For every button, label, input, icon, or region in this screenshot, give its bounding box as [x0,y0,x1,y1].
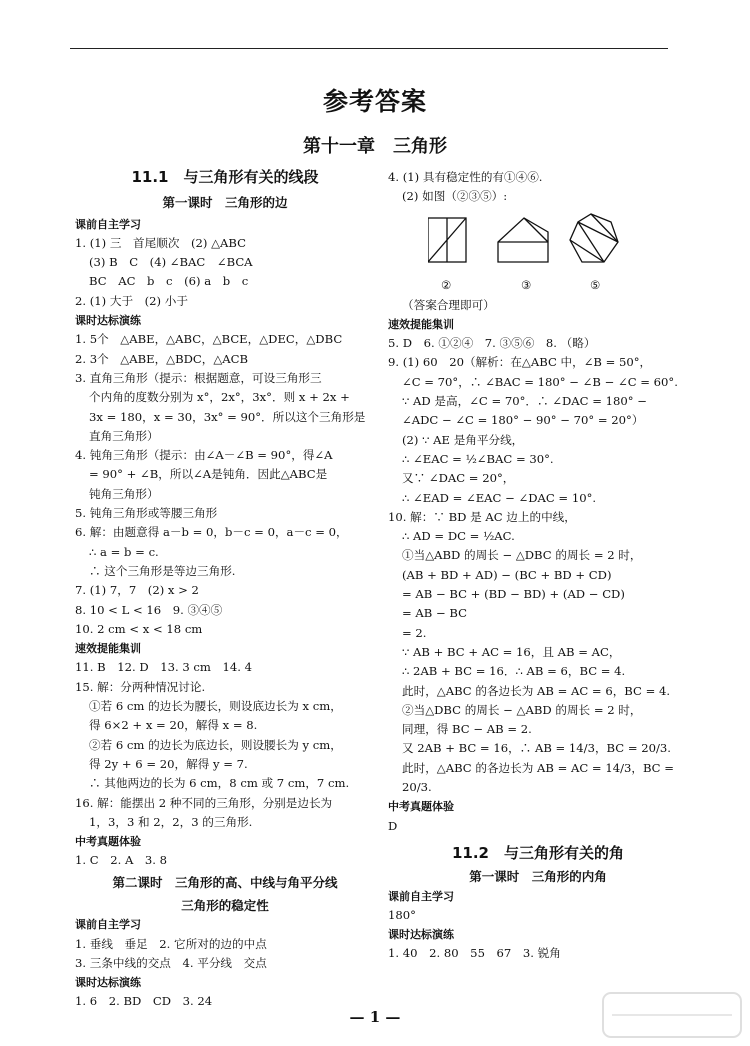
subsection-heading: 速效提能集训 [388,317,454,331]
triangle-figures [388,210,688,272]
answer-line: 15. 解：分两种情况讨论. [75,679,206,694]
answer-line: 1. 5个 △ABE，△ABC，△BCE，△DEC，△DBC [75,332,343,347]
answer-line: 4. 钝角三角形（提示：由∠A－∠B = 90°，得∠A [75,448,333,463]
figures-svg [428,210,628,270]
answer-line: 5. D 6. ①②④ 7. ③⑤⑥ 8. （略） [388,336,596,351]
answer-line: 10. 解：∵ BD 是 AC 边上的中线， [388,509,576,524]
answer-line: 1，3，3 和 2，2，3 的三角形. [89,814,253,829]
answer-line: 1. 垂线 垂足 2. 它所对的边的中点 [75,936,267,951]
answer-line: 又 2AB + BC = 16，∴ AB = 14/3，BC = 20/3. [402,741,671,756]
answer-line: 同理，得 BC − AB = 2. [402,722,532,737]
answer-line: (2) ∵ AE 是角平分线， [402,432,524,447]
right-column [388,168,688,964]
answer-line: ∴ AD = DC = ½AC. [402,529,515,544]
pentagon-figure [498,218,548,262]
subsection-heading: 课前自主学习 [75,918,141,932]
page-number: — 1 — [349,1008,401,1026]
answer-line: 又∵ ∠DAC = 20°， [402,471,515,486]
answer-line: BC AC b c (6) a b c [89,274,249,289]
answer-line: ①当△ABD 的周长 − △DBC 的周长 = 2 时， [402,548,642,563]
subsection-heading: 课时达标演练 [388,928,454,942]
answer-line: 3x = 180，x = 30，3x° = 90°．所以这个三角形是 [89,409,366,424]
answer-line: 2. (1) 大于 (2) 小于 [75,293,188,308]
answer-line: 2. 3个 △ABE，△BDC，△ACB [75,351,249,366]
figure-label: ⑤ [590,277,601,292]
lesson-heading: 第一课时 三角形的内角 [469,869,607,885]
answer-line: 10. 2 cm < x < 18 cm [75,621,203,636]
answer-line: 3. 三条中线的交点 4. 平分线 交点 [75,955,267,970]
answer-line: 1. 40 2. 80 55 67 3. 锐角 [388,946,561,961]
answer-line: 180° [388,907,416,922]
answer-line: 得 6×2 + x = 20，解得 x = 8. [89,718,258,733]
answer-line: 20/3. [402,780,432,795]
top-rule [70,48,668,49]
answer-line: ∴ a = b = c. [89,544,159,559]
answer-line: 5. 钝角三角形或等腰三角形 [75,506,218,521]
answer-line: = 90° + ∠B，所以∠A是钝角．因此△ABC是 [89,467,328,482]
answer-line: ∠ADC − ∠C = 180° − 90° − 70° = 20°） [402,413,644,428]
figure-label: ② [441,277,452,292]
answer-line: 此时，△ABC 的各边长为 AB = AC = 6，BC = 4. [402,683,671,698]
figure-label: ③ [521,277,532,292]
lesson-heading: 第一课时 三角形的边 [162,195,288,211]
answer-line: 钝角三角形） [89,486,159,501]
answer-line: 8. 10 < L < 16 9. ③④⑤ [75,602,223,617]
answer-line: ∴ 2AB + BC = 16．∴ AB = 6，BC = 4. [402,664,626,679]
left-column [75,168,375,1012]
answer-line: 此时，△ABC 的各边长为 AB = AC = 14/3，BC = [402,760,674,775]
subsection-heading: 课时达标演练 [75,976,141,990]
answer-line: 1. 6 2. BD CD 3. 24 [75,994,213,1009]
answer-line: 9. (1) 60 20（解析：在△ABC 中，∠B = 50°， [388,355,652,370]
lesson-heading: 第二课时 三角形的高、中线与角平分线 [112,874,338,890]
subsection-heading: 课时达标演练 [75,314,141,328]
answer-line: 得 2y + 6 = 20，解得 y = 7. [89,756,248,771]
answer-line: ∴ ∠EAD = ∠EAC − ∠DAC = 10°. [402,490,597,505]
subsection-heading: 中考真题体验 [75,835,141,849]
figure-labels [388,276,688,296]
subsection-heading: 课前自主学习 [75,217,141,231]
heptagon-brace [570,240,604,262]
answer-line: 11. B 12. D 13. 3 cm 14. 4 [75,660,253,675]
answer-line: (AB + BD + AD) − (BC + BD + CD) [402,567,612,582]
answer-line: 4. (1) 具有稳定性的有①④⑥. [388,170,543,184]
answer-line: 个内角的度数分别为 x°，2x°，3x°．则 x + 2x + [89,390,350,405]
subsection-heading: 课前自主学习 [388,889,454,903]
section-heading: 11.1 与三角形有关的线段 [131,168,319,186]
answer-line: ①若 6 cm 的边长为腰长，则设底边长为 x cm， [89,699,342,714]
answer-line: 1. (1) 三 首尾顺次 (2) △ABC [75,235,247,250]
answer-line: 6. 解：由题意得 a－b = 0，b－c = 0，a－c = 0， [75,525,348,540]
subsection-heading: 中考真题体验 [388,800,454,814]
page-title: 参考答案 [322,87,427,116]
answer-line: 直角三角形） [89,428,159,443]
heptagon-brace [591,214,618,242]
answer-line: ∴ ∠EAC = ½∠BAC = 30°. [402,451,554,466]
answer-line: D [388,818,398,833]
answer-line: （答案合理即可） [402,297,495,312]
answer-line: (3) B C (4) ∠BAC ∠BCA [89,255,253,270]
answer-line: ②当△DBC 的周长 − △ABD 的周长 = 2 时， [402,702,642,717]
answer-line: ∴ 其他两边的长为 6 cm，8 cm 或 7 cm，7 cm. [89,776,350,791]
answer-line: ∠C = 70°，∴ ∠BAC = 180° − ∠B − ∠C = 60°. [402,374,678,389]
watermark-logo [602,992,742,1038]
answer-line: = AB − BC + (BD − BD) + (AD − CD) [402,587,625,602]
answer-line: 16. 解：能摆出 2 种不同的三角形，分别是边长为 [75,795,333,810]
answer-line: ②若 6 cm 的边长为底边长，则设腰长为 y cm， [89,737,342,752]
answer-line: = 2. [402,625,427,640]
answer-line: 3. 直角三角形（提示：根据题意，可设三角形三 [75,370,322,385]
answer-line: = AB − BC [402,606,467,621]
chapter-title: 第十一章 三角形 [303,136,447,157]
subsection-heading: 速效提能集训 [75,642,141,656]
section-heading: 11.2 与三角形有关的角 [451,843,624,862]
answer-line: ∵ AB + BC + AC = 16，且 AB = AC， [402,644,621,659]
answer-line: (2) 如图（②③⑤）: [402,189,508,204]
answer-line: ∵ AD 是高，∠C = 70°．∴ ∠DAC = 180° − [402,394,647,409]
lesson-heading: 三角形的稳定性 [181,897,269,913]
answer-line: 1. C 2. A 3. 8 [75,853,168,868]
answer-line: 7. (1) 7，7 (2) x > 2 [75,583,199,598]
answer-line: ∴ 这个三角形是等边三角形. [89,563,236,578]
